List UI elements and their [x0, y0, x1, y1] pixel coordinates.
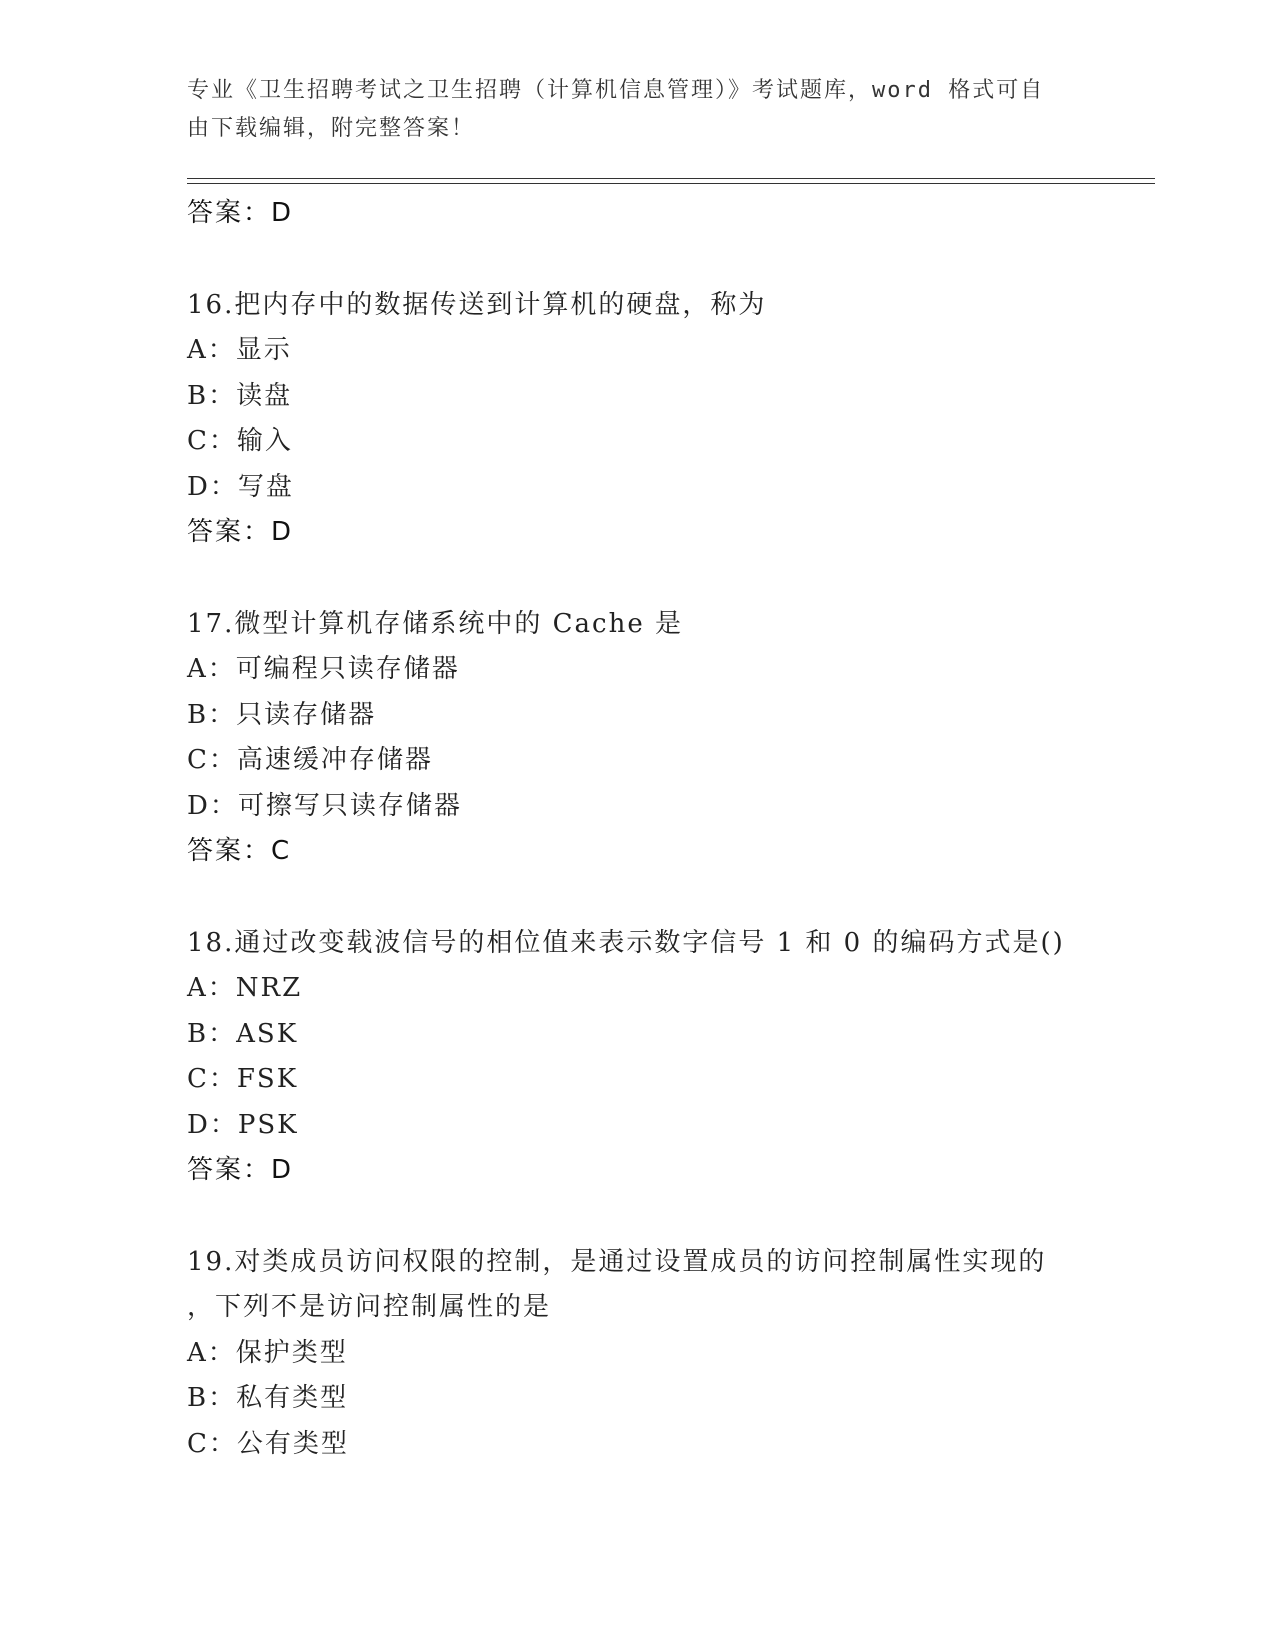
question-stem: 16.把内存中的数据传送到计算机的硬盘，称为	[187, 289, 767, 320]
spacer	[187, 237, 1155, 283]
option-a: A：NRZ	[187, 973, 303, 1003]
question-stem-line-1: 19.对类成员访问权限的控制，是通过设置成员的访问控制属性实现的	[187, 1246, 1047, 1277]
answer: 答案：D	[187, 517, 294, 547]
question-18	[187, 921, 1155, 1194]
option-c: C：输入	[187, 426, 293, 456]
page-header	[187, 72, 1087, 148]
spacer	[187, 1194, 1155, 1240]
option-c: C：FSK	[187, 1064, 299, 1094]
header-line-2: 由下载编辑，附完整答案！	[187, 116, 476, 141]
header-divider-bottom	[187, 183, 1155, 184]
option-a: A：保护类型	[187, 1337, 348, 1368]
option-d: D：可擦写只读存储器	[187, 790, 462, 821]
option-b: B：读盘	[187, 380, 293, 411]
header-line-1: 专业《卫生招聘考试之卫生招聘（计算机信息管理）》考试题库，word 格式可自	[187, 78, 1045, 103]
previous-answer: 答案：D	[187, 198, 294, 228]
option-b: B：只读存储器	[187, 699, 377, 730]
header-divider-top	[187, 178, 1155, 179]
option-a: A：可编程只读存储器	[187, 654, 460, 684]
option-b: B：私有类型	[187, 1383, 349, 1413]
option-b: B：ASK	[187, 1018, 299, 1049]
option-d: D：PSK	[187, 1109, 299, 1140]
question-19	[187, 1240, 1155, 1468]
option-d: D：写盘	[187, 471, 294, 502]
option-a: A：显示	[187, 335, 292, 365]
question-16	[187, 283, 1155, 556]
answer: 答案：D	[187, 1155, 294, 1185]
question-stem: 18.通过改变载波信号的相位值来表示数字信号 1 和 0 的编码方式是()	[187, 927, 1065, 958]
question-stem-line-2: ，下列不是访问控制属性的是	[187, 1292, 552, 1322]
question-list	[187, 191, 1155, 1467]
spacer	[187, 556, 1155, 602]
option-c: C：公有类型	[187, 1428, 349, 1459]
spacer	[187, 875, 1155, 921]
option-c: C：高速缓冲存储器	[187, 745, 433, 775]
question-stem: 17.微型计算机存储系统中的 Cache 是	[187, 608, 683, 639]
question-17	[187, 602, 1155, 875]
answer: 答案：C	[187, 836, 292, 866]
